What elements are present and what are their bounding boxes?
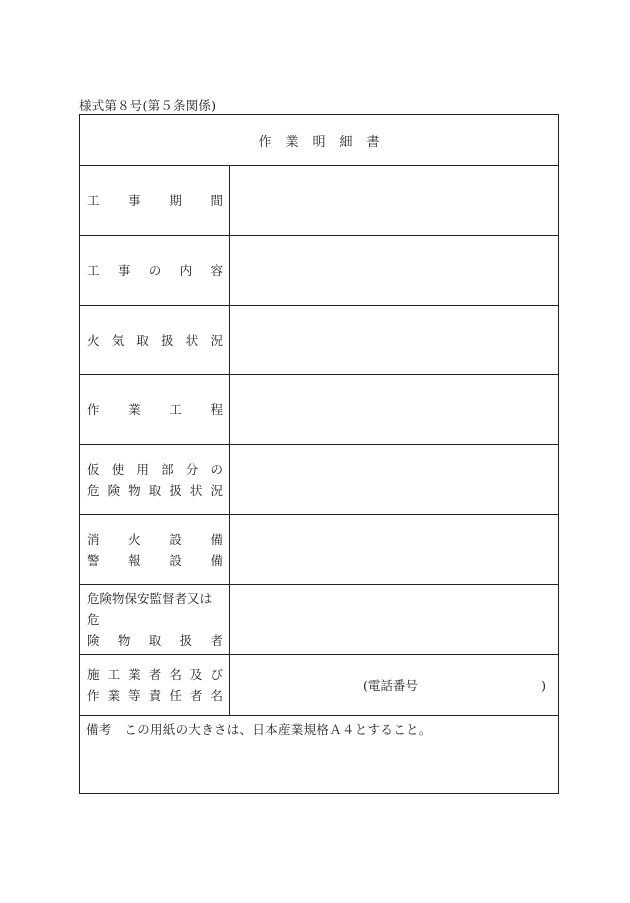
label-construction-period: [80, 166, 230, 235]
label-char: 部: [161, 461, 174, 477]
label-char: 工: [169, 402, 182, 417]
label-line: [87, 529, 223, 550]
label-char: の: [210, 461, 223, 477]
label-char: 名: [210, 688, 223, 703]
label-line: [87, 260, 223, 281]
label-char: 物: [117, 633, 131, 648]
row-temporary-use: [80, 445, 558, 515]
value-construction-period[interactable]: [230, 166, 558, 235]
label-char: 取: [148, 482, 162, 498]
label-fire-alarm-equipment: [80, 515, 230, 584]
label-line: [87, 685, 223, 706]
phone-label: (電話番号: [363, 678, 418, 693]
label-char: 険: [87, 633, 100, 648]
label-char: 事: [117, 263, 131, 278]
label-char: 火: [128, 531, 141, 547]
label-char: 況: [210, 332, 223, 348]
label-char: 火: [87, 332, 100, 348]
label-char: 程: [210, 402, 223, 417]
label-char: 報: [128, 552, 141, 568]
phone-close-paren: ): [541, 677, 546, 693]
label-char: 取: [148, 633, 162, 648]
label-line: [87, 399, 223, 420]
label-char: 況: [210, 482, 223, 498]
label-char: 作: [87, 402, 100, 417]
label-char: 設: [169, 531, 182, 547]
row-hazmat-supervisor: [80, 585, 558, 655]
label-char: 業: [107, 688, 121, 703]
label-char: 取: [136, 332, 149, 348]
label-char: 者: [148, 667, 162, 682]
label-char: 工: [87, 263, 100, 278]
label-contractor: [80, 655, 230, 715]
row-work-process: [80, 375, 558, 445]
label-char: 等: [128, 688, 141, 703]
form-number: 様式第８号(第５条関係): [79, 98, 217, 113]
label-char: 容: [210, 263, 223, 278]
label-char: 扱: [179, 633, 193, 648]
label-char: 間: [210, 193, 223, 208]
label-line: [87, 630, 223, 651]
label-char: 工: [87, 193, 100, 208]
label-char: 内: [179, 263, 193, 278]
label-char: 物: [128, 482, 141, 498]
row-contractor: [80, 655, 558, 716]
row-construction-content: [80, 236, 558, 306]
label-hazmat-supervisor: [80, 585, 230, 654]
label-char: 備: [210, 552, 223, 568]
label-char: 事: [128, 193, 141, 208]
label-char: 状: [189, 482, 203, 498]
label-char: の: [148, 263, 162, 278]
label-char: 者: [189, 688, 203, 703]
label-char: 用: [136, 461, 149, 477]
label-line: [87, 459, 223, 480]
label-temporary-use: [80, 445, 230, 514]
value-fire-alarm-equipment[interactable]: [230, 515, 558, 584]
label-char: 期: [169, 193, 182, 208]
label-char: 作: [87, 688, 100, 703]
value-work-process[interactable]: [230, 375, 558, 444]
label-char: 仮: [87, 461, 100, 477]
label-char: 備: [210, 531, 223, 547]
label-char: 状: [185, 332, 199, 348]
form-title: 作業明細書: [80, 115, 558, 166]
label-char: 扱: [161, 332, 174, 348]
label-line: [87, 550, 223, 571]
label-char: 設: [169, 552, 182, 568]
label-char: 危険物保安監督者又は危: [87, 591, 213, 627]
value-hazmat-supervisor[interactable]: [230, 585, 558, 654]
row-construction-period: [80, 166, 558, 236]
label-line: [87, 480, 223, 501]
label-line: [87, 330, 223, 351]
remarks-text: 備考 この用紙の大きさは、日本産業規格Ａ４とすること。: [86, 722, 432, 737]
label-char: 者: [210, 633, 223, 648]
value-construction-content[interactable]: [230, 236, 558, 305]
label-char: び: [210, 667, 223, 682]
work-details-form: [79, 114, 559, 794]
label-line: [87, 664, 223, 685]
label-char: 及: [189, 667, 203, 682]
label-work-process: [80, 375, 230, 444]
row-fire-alarm-equipment: [80, 515, 558, 585]
label-char: 責: [148, 688, 162, 703]
label-char: 危: [87, 482, 100, 498]
value-contractor[interactable]: [230, 655, 558, 715]
label-line: [87, 190, 223, 211]
remarks-section: [80, 716, 558, 793]
label-char: 消: [87, 531, 100, 547]
label-char: 険: [107, 482, 121, 498]
label-char: 任: [169, 688, 182, 703]
label-char: 気: [111, 332, 125, 348]
label-char: 名: [169, 667, 182, 682]
label-char: 施: [87, 667, 100, 682]
label-char: 扱: [169, 482, 182, 498]
label-line: [87, 588, 223, 630]
label-char: 警: [87, 552, 100, 568]
value-fire-handling[interactable]: [230, 306, 558, 374]
value-temporary-use[interactable]: [230, 445, 558, 514]
label-fire-handling: [80, 306, 230, 374]
label-char: 工: [107, 667, 121, 682]
label-construction-content: [80, 236, 230, 305]
label-char: 使: [111, 461, 125, 477]
label-char: 業: [128, 667, 141, 682]
label-char: 業: [128, 402, 141, 417]
phone-number-field[interactable]: [363, 655, 546, 715]
row-fire-handling: [80, 306, 558, 375]
label-char: 分: [185, 461, 199, 477]
